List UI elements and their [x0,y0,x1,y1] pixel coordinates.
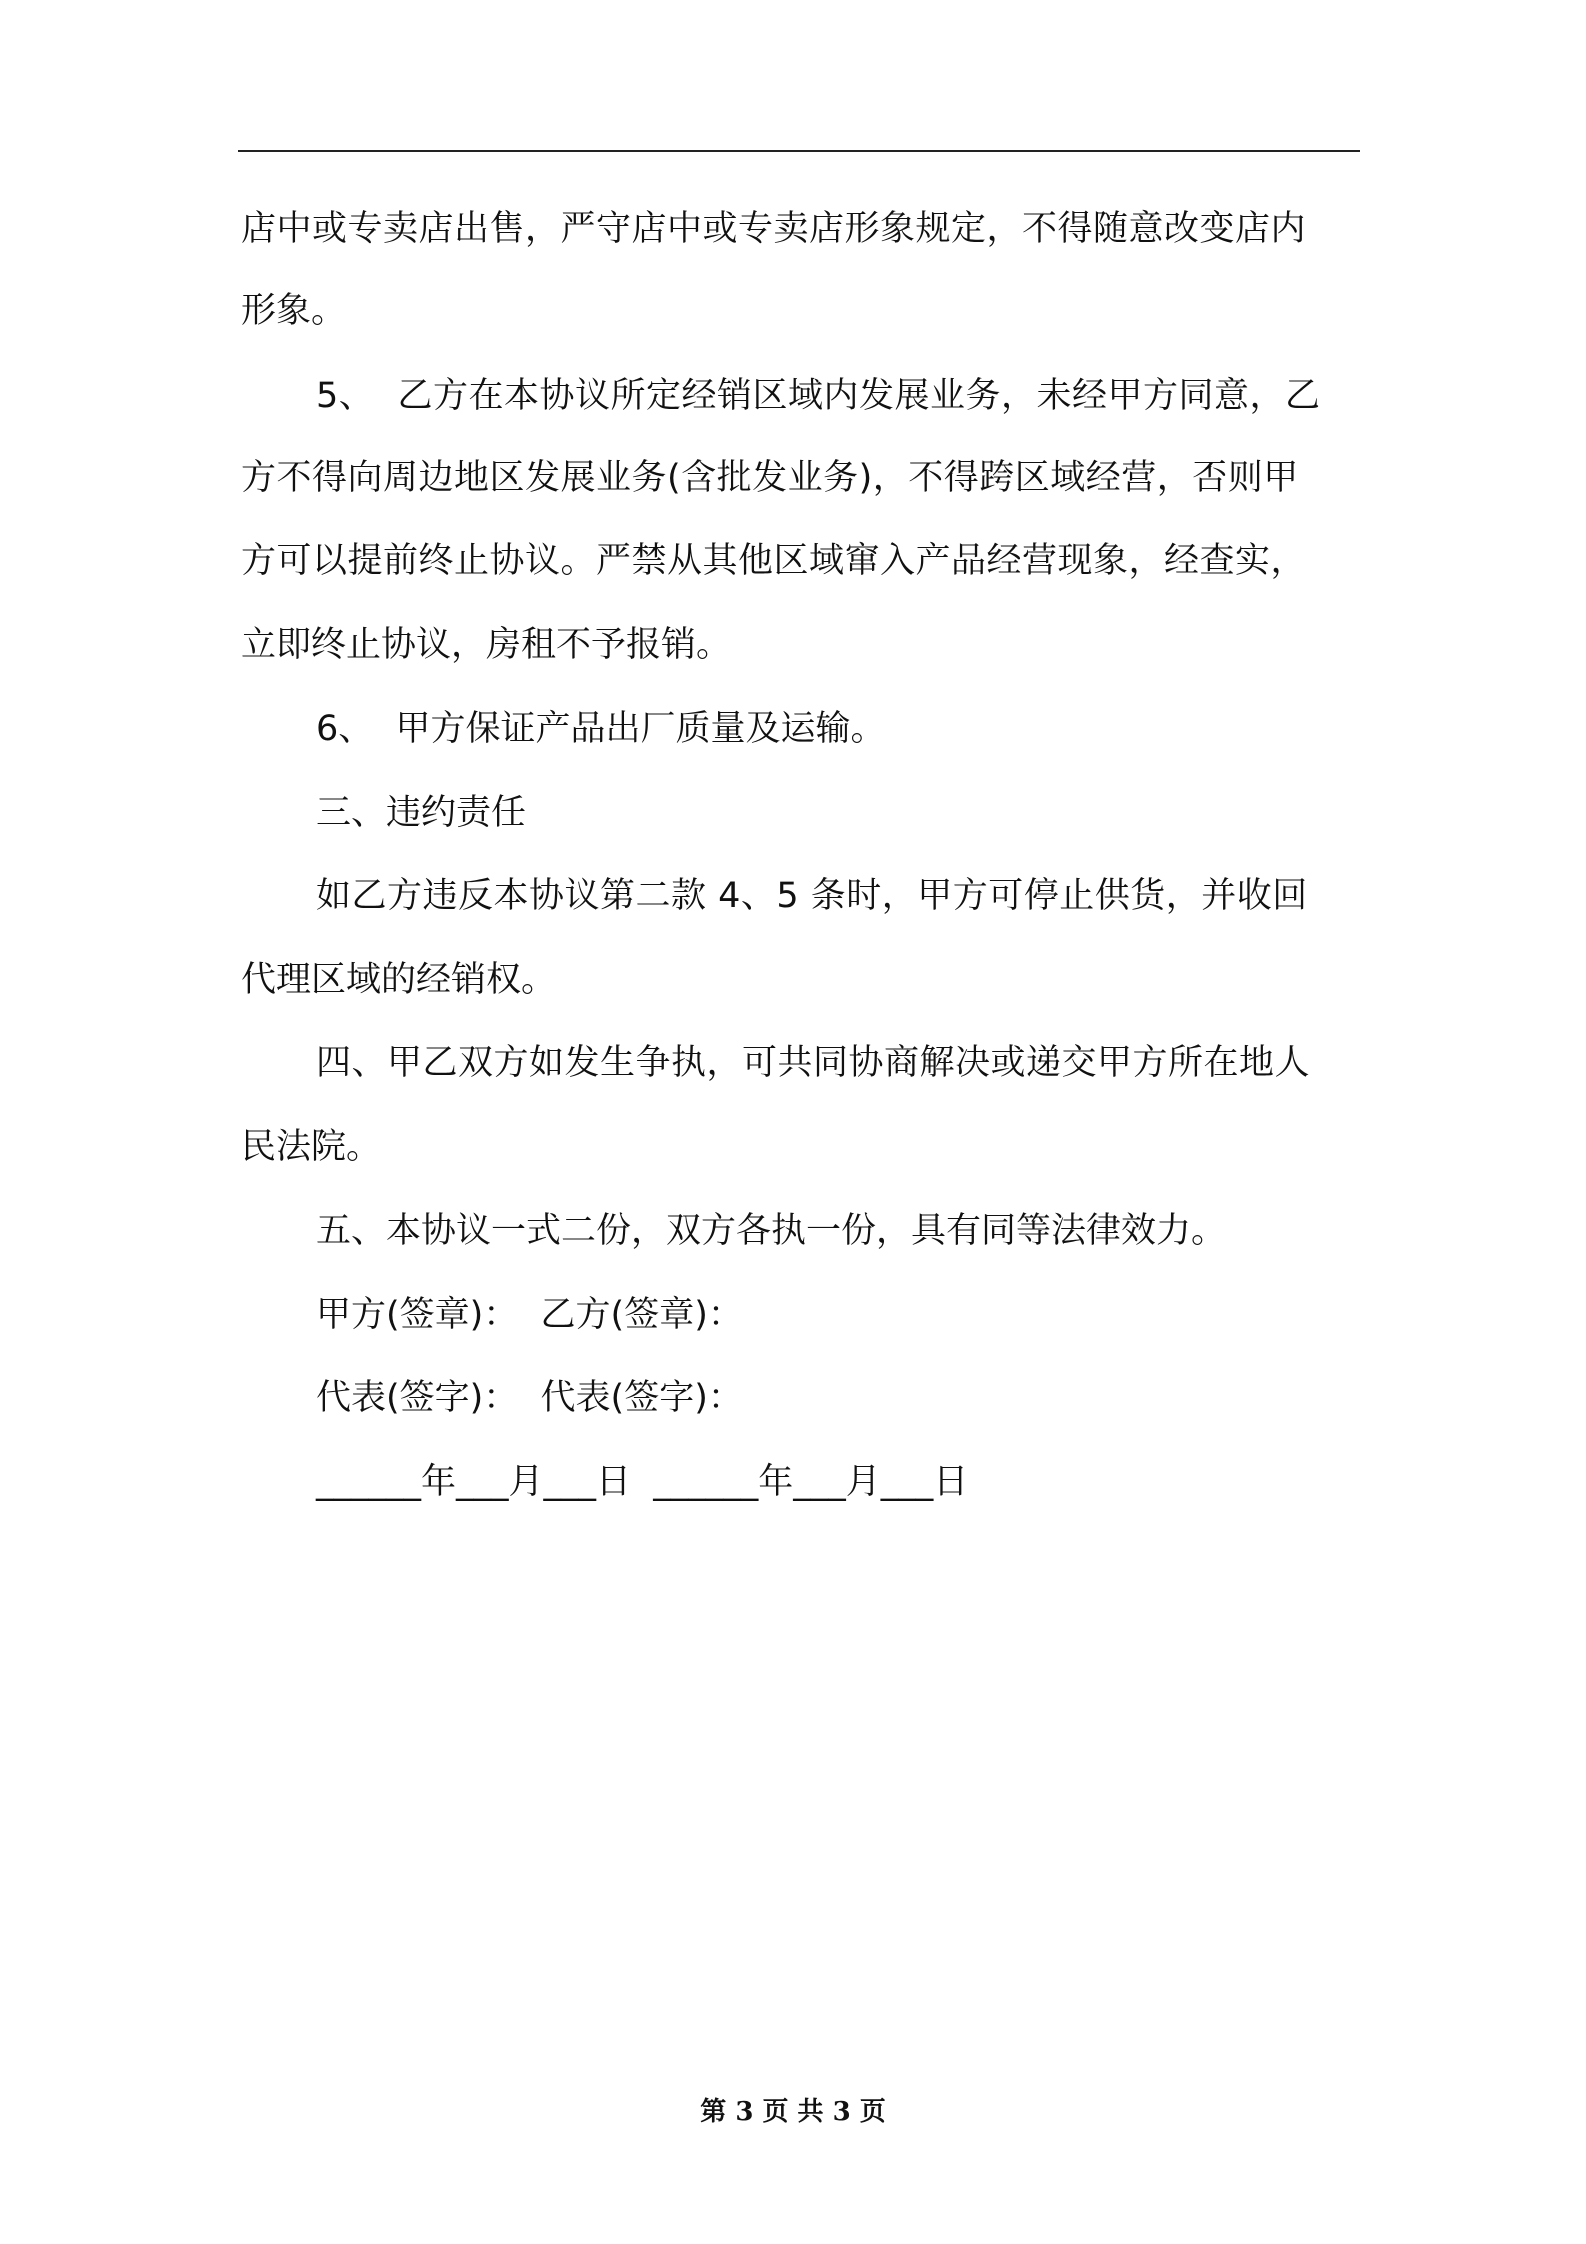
paragraph-line: 6、 甲方保证产品出厂质量及运输。 [316,709,886,749]
paragraph-line: 方不得向周边地区发展业务(含批发业务)，不得跨区域经营，否则甲 [241,458,1299,498]
paragraph-line: 如乙方违反本协议第二款 4、5 条时，甲方可停止供货，并收回 [316,876,1308,916]
paragraph-line: 形象。 [241,291,347,331]
header-rule [238,150,1360,152]
representative-line: 代表(签字)： 代表(签字)： [316,1378,743,1418]
section-heading: 三、违约责任 [316,793,527,833]
page-number: 第 3 页 共 3 页 [700,2097,886,2127]
signature-line: 甲方(签章)： 乙方(签章)： [316,1295,743,1335]
paragraph-line: 5、 乙方在本协议所定经销区域内发展业务，未经甲方同意，乙 [316,376,1321,416]
paragraph-line: 店中或专卖店出售，严守店中或专卖店形象规定，不得随意改变店内 [241,209,1307,249]
paragraph-line: 民法院。 [241,1127,382,1167]
paragraph-line: 代理区域的经销权。 [241,960,557,1000]
date-line: ______年___月___日 ______年___月___日 [316,1462,969,1502]
paragraph-line: 立即终止协议，房租不予报销。 [241,625,732,665]
paragraph-line: 方可以提前终止协议。严禁从其他区域窜入产品经营现象，经查实， [241,541,1307,581]
paragraph-line: 五、本协议一式二份，双方各执一份，具有同等法律效力。 [316,1211,1227,1251]
paragraph-line: 四、甲乙双方如发生争执，可共同协商解决或递交甲方所在地人 [316,1043,1311,1083]
